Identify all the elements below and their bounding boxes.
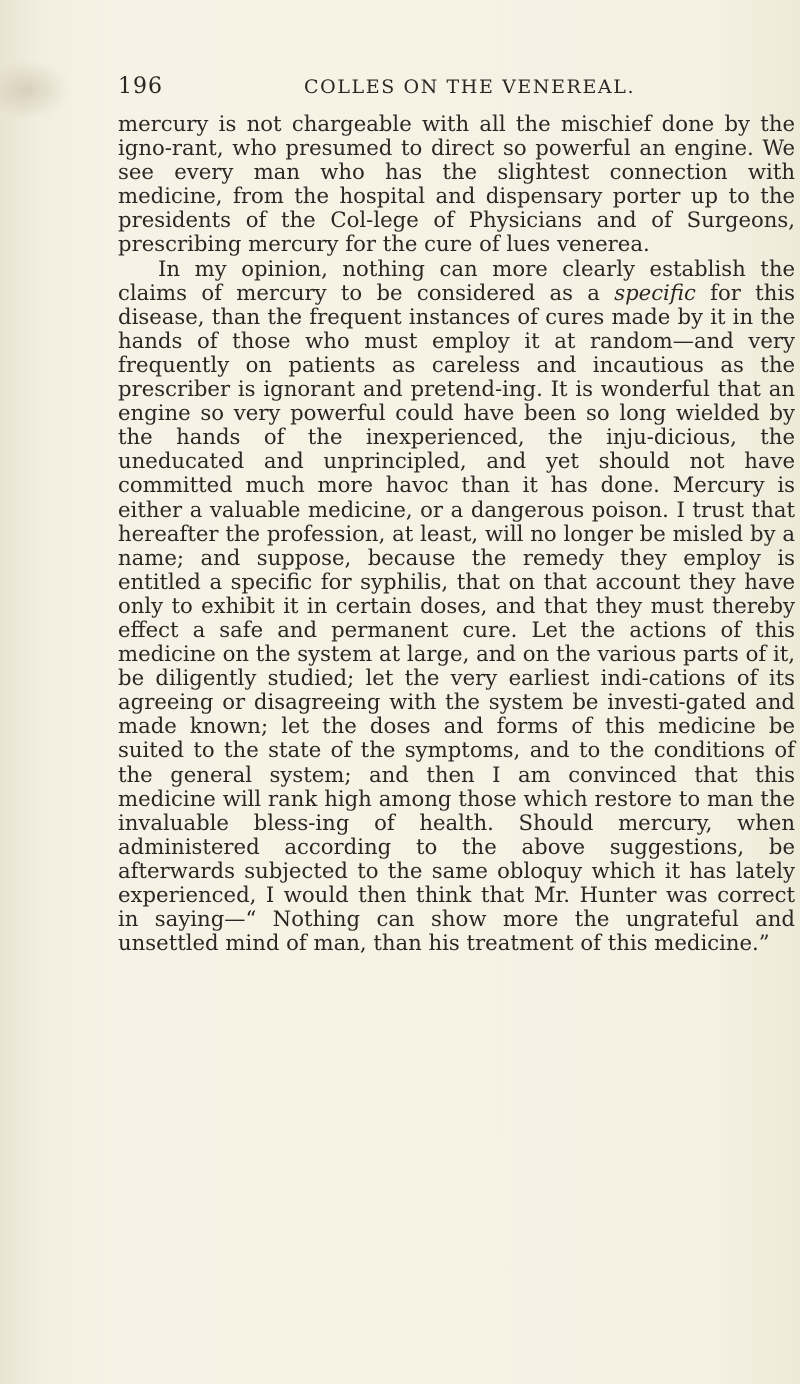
emphasized-word: specific <box>614 279 696 305</box>
paragraph-text: In my opinion, nothing can more clearly establish the claims of mercury to be considered as a <box>118 255 795 305</box>
page-header <box>118 74 678 104</box>
paragraph <box>118 112 795 257</box>
page-number: 196 <box>118 74 163 99</box>
body-text <box>118 112 795 955</box>
paragraph-text: mercury is not chargeable with all the mischief done by the igno-rant, who presumed to direct so powerful an engine. We see every man who has the slightest connection with medicine, from the hospital and dispensary porter up to the presidents of the Col-lege of Physicians and of Surgeons, prescribing mercury for the cure of lues venerea. <box>118 111 795 257</box>
paragraph <box>118 257 795 956</box>
margin-stain <box>0 60 70 120</box>
paragraph-text: for this disease, than the frequent instances of cures made by it in the hands of those who must employ it at random—and very frequently on patients as careless and incautious as the prescriber is ignorant and pretend-ing. It is wonderful that an engine so very powerful could have been so long wielded by the hands of the inexperienced, the inju-dicious, the uneducated and unprincipled, and yet should not have committed much more havoc than it has done. Mercury is either a valuable medicine, or a dangerous poison. I trust that hereafter the profession, at least, will no longer be misled by a name; and suppose, because the remedy they employ is entitled a specific for syphilis, that on that account they have only to exhibit it in certain doses, and that they must thereby effect a safe and permanent cure. Let the actions of this medicine on the system at large, and on the various parts of it, be diligently studied; let the very earliest indi-cations of its agreeing or disagreeing with the system be investi-gated and made known; let the doses and forms of this medicine be suited to the state of the symptoms, and to the conditions of the general system; and then I am convinced that this medicine will rank high among those which restore to man the invaluable bless-ing of health. Should mercury, when administered according to the above suggestions, be afterwards subjected to the same obloquy which it has lately experienced, I would then think that Mr. Hunter was correct in saying—“ Nothing can show more the ungrateful and unsettled mind of man, than his treatment of this medicine.” <box>118 279 795 956</box>
running-head: COLLES ON THE VENEREAL. <box>304 76 636 98</box>
